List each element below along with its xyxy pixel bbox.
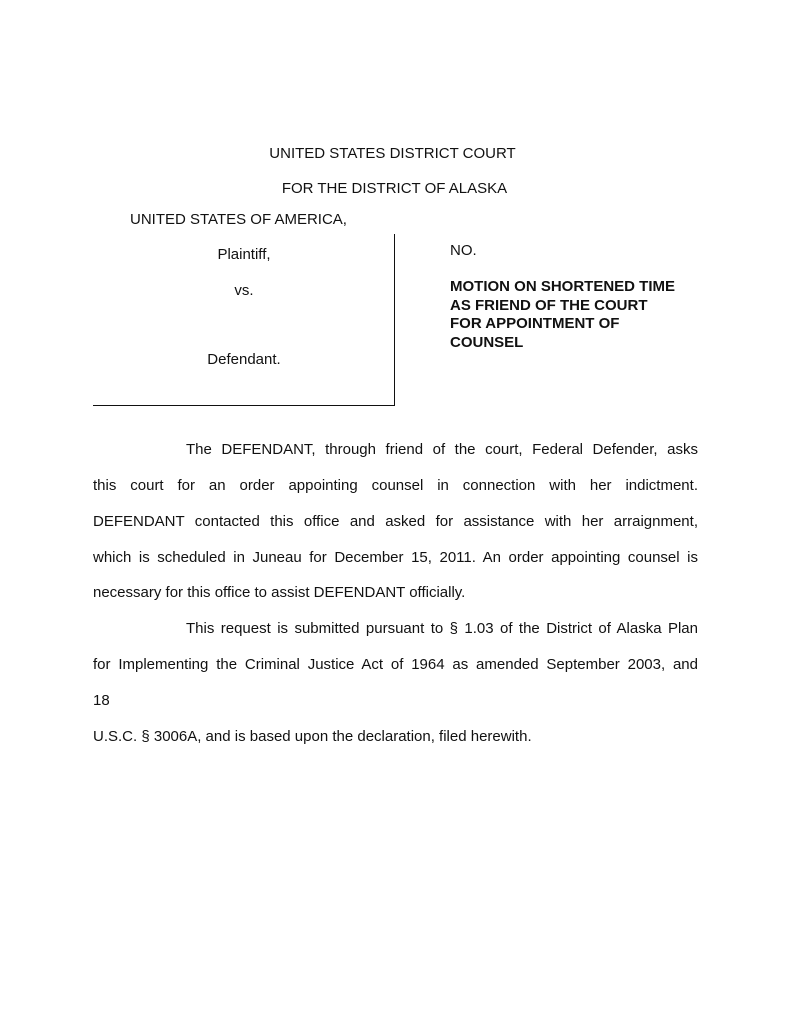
motion-title-line: COUNSEL xyxy=(450,333,524,351)
versus-label: vs. xyxy=(234,282,254,299)
plaintiff-party: UNITED STATES OF AMERICA, xyxy=(130,211,347,228)
body-text-line: this court for an order appointing counsel in connection with her indictment. xyxy=(93,477,698,494)
court-district: FOR THE DISTRICT OF ALASKA xyxy=(281,180,508,197)
motion-title xyxy=(450,278,700,352)
body-text-line: for Implementing the Criminal Justice Act of 1964 as amended September 2003, and xyxy=(93,656,698,673)
defendant-role: Defendant. xyxy=(207,351,281,368)
motion-title-line: AS FRIEND OF THE COURT xyxy=(450,296,648,314)
case-number-label: NO. xyxy=(450,242,477,259)
court-name: UNITED STATES DISTRICT COURT xyxy=(269,145,516,162)
caption-horizontal-divider xyxy=(93,405,395,406)
body-text-line: This request is submitted pursuant to § 1.03 of the District of Alaska Plan xyxy=(186,620,698,637)
plaintiff-role: Plaintiff, xyxy=(217,246,271,263)
motion-title-line: FOR APPOINTMENT OF xyxy=(450,315,620,332)
body-text-line: 18 xyxy=(93,692,110,709)
body-text-line: necessary for this office to assist DEFENDANT officially. xyxy=(93,584,466,601)
body-text-line: which is scheduled in Juneau for December 15, 2011. An order appointing counsel is xyxy=(93,549,698,566)
body-text-line: DEFENDANT contacted this office and asked for assistance with her arraignment, xyxy=(93,513,698,530)
body-text-line: The DEFENDANT, through friend of the court, Federal Defender, asks xyxy=(186,441,698,458)
caption-vertical-divider xyxy=(394,234,395,406)
body-text-line: U.S.C. § 3006A, and is based upon the declaration, filed herewith. xyxy=(93,728,532,745)
motion-title-line: MOTION ON SHORTENED TIME xyxy=(450,278,675,295)
